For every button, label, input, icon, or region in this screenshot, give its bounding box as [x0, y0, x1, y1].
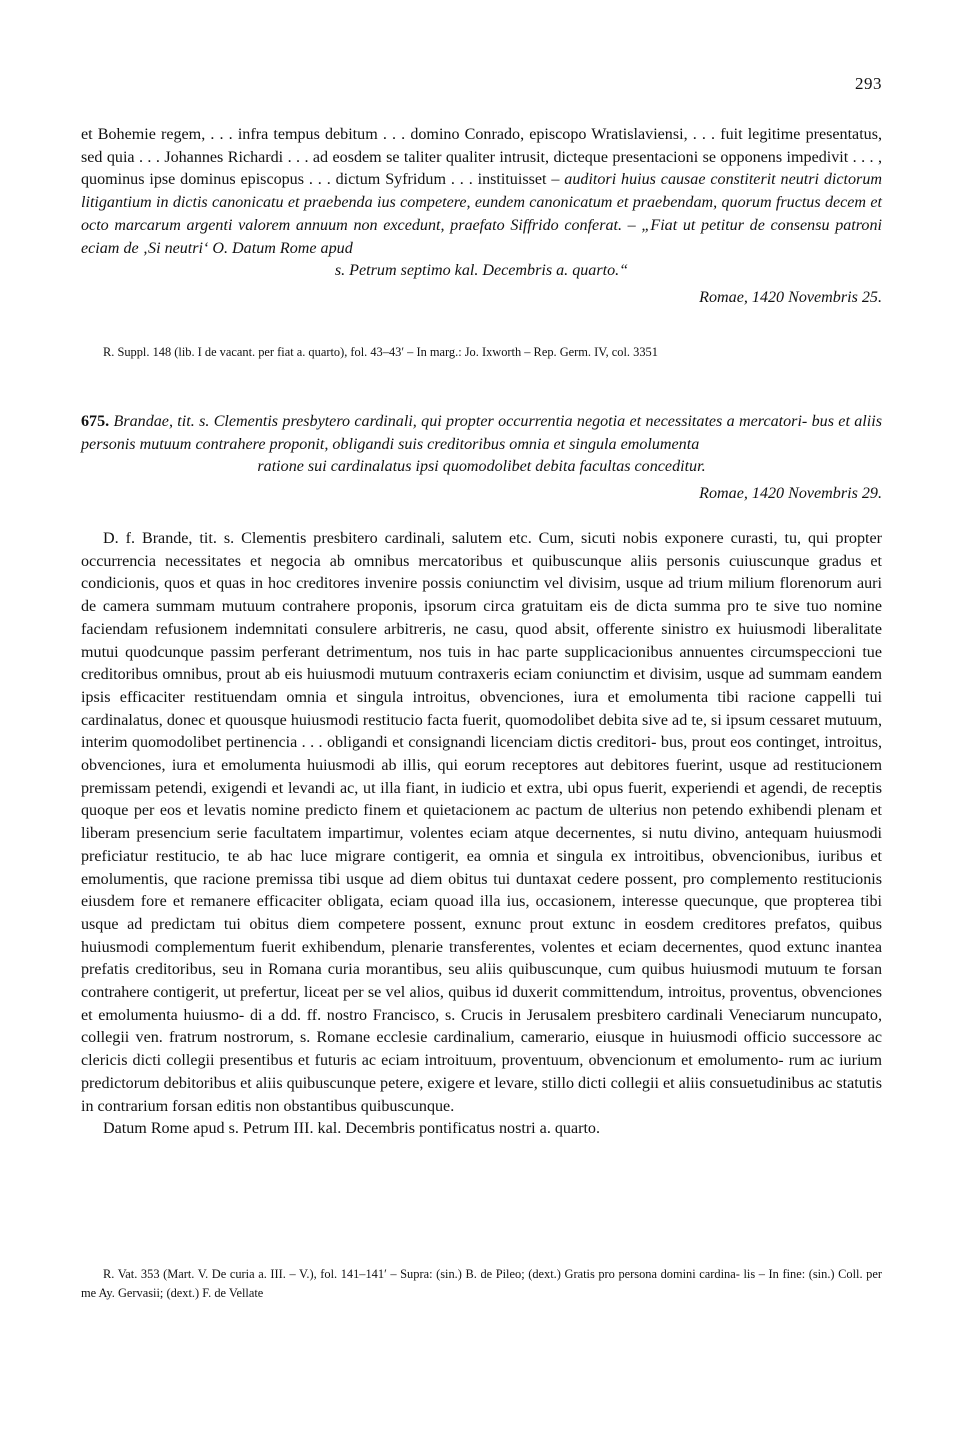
entry-674-text-roman: et Bohemie regem, . . . infra tempus debitum . . . domino Conrado, episcopo Wratislaviensi, . . . fuit legitime presentatus, sed quia . . . Johannes Richardi . . . ad eosdem se taliter qualiter intrusit, dicteque presentacioni se opponens impedivit . . . , quominus ipse dominus episcopus . . . dictum Syfridum . . . instituisset – [81, 126, 882, 189]
entry-675-regest-lead [81, 411, 882, 456]
entry-675-regest-lead-text: Brandae, tit. s. Clementis presbytero cardinali, qui propter occurrentia negotia et necessitates a mercatori- bus et aliis personis mutuum contrahere proponit, obligandi suis creditoribus omnia et singula emolumenta [81, 413, 882, 453]
entry-675-place-date: Romae, 1420 Novembris 29. [699, 485, 882, 503]
page-number: 293 [855, 74, 882, 93]
entry-674-place-date: Romae, 1420 Novembris 25. [699, 288, 882, 306]
entry-675-regest-center: ratione sui cardinalatus ipsi quomodolibet debita facultas conceditur. [257, 458, 706, 476]
entry-675-dating: Datum Rome apud s. Petrum III. kal. Decembris pontificatus nostri a. quarto. [103, 1120, 601, 1138]
entry-675-body [81, 528, 882, 1141]
entry-675-source-text: R. Vat. 353 (Mart. V. De curia a. III. – V.), fol. 141–141′ – Supra: (sin.) B. de Pileo; (dext.) Gratis pro persona domini cardina- lis – In fine: (sin.) Coll. per me Ay. Gervasii; (dext.) F. de Vellate [81, 1267, 882, 1300]
entry-674 [81, 124, 882, 310]
entry-675-regest [81, 411, 882, 506]
entry-674-text-italic-center: s. Petrum septimo kal. Decembris a. quarto.“ [334, 262, 629, 280]
entry-674-source [81, 343, 882, 362]
entry-674-text-italic: auditori huius causae constiterit neutri dictorum litigantium in dictis canonicatu et praebenda ius competere, eundem canonicatum et praebendam, quorum fructus decem et octo marcarum argenti valorem annuum non excedunt, praefato Siffrido conferat. – „Fiat ut petitur de consensu patroni eciam de ‚Si neutri‘ O. Datum Rome apud [81, 171, 882, 257]
entry-675-number: 675. [81, 413, 110, 430]
entry-675-source [81, 1265, 882, 1302]
entry-674-text [81, 124, 882, 260]
entry-675-body-text: D. f. Brande, tit. s. Clementis presbitero cardinali, salutem etc. Cum, sicuti nobis exponere curasti, tu, qui propter occurrencia necessitates et negocia ab omnibus mercatoribus et quibuscunque aliis personis cuiuscunque gradus et condicionis, quos et quas in hoc creditores invenire possis coniunctim vel divisim, usque ad trium milium florenorum auri de camera summam mutuum contrahere proponis, ipsorum circa gratuitam eis de dicta summa pro te sive tuo nomine faciendam refusionem indemnitati consulere arbitreris, ne casu, quod absit, offerente sinistro ex huiusmodi liberalitate mutui quodcunque passim perferant detrimentum, nos tuis in hac parte supplicacionibus annuentes circumspeccioni tue creditoribus omnibus, prout ab eis huiusmodi mutuum contraxeris eciam coniunctim et divisim, usque ad summam eandem ipsis efficaciter restituendam omnia et singula introitus, obvenciones, iura et emolumenta tibi racione cappelli tui cardinalatus, donec et quousque huiusmodi restitucio facta fuerit, quomodolibet debita sive ad te, si ipsum cessaret mutuum, interim quomodolibet pertinencia . . . obligandi et consignandi licenciam dictis creditori- bus, prout eos continget, introitus, obvenciones, iura et emolumenta huiusmodi ab illis, qui eorum receptores aut debitores fuerint, usque ad restitucionem premissam petendi, exigendi et levandi ac, ut illa fiant, in iudicio et extra, ubi opus fuerit, experiendi et agendi, de receptis quoque per eos et levatis nomine predicto finem et quietacionem ac pactum de ulterius non petendo exhibendi plenam et liberam presencium serie facultatem impartimur, volentes eciam atque decernentes, si nutu divino, antequam huiusmodi preficiatur restitucio, te ab hac luce migrare contigerit, ea omnia et singula ex introitibus, obvencionibus, iuribus et emolumentis, que racione premissa tibi usque ad diem obitus tui duntaxat cedere possent, pro complemento restitucionis eiusdem fore et remanere efficaciter obligata, eciam quoad illa ius, occasionem, interesse quecunque, que propterea tibi usque ad predictam tui obitus diem competere possent, exnunc prout extunc in eosdem creditores prefatos, quibus huiusmodi complementum fuerit exhibendum, plenarie transferentes, volentes et eciam decernentes, quod extunc inantea prefatis creditoribus, seu in Romana curia morantibus, seu aliis quibuscunque, cum quibus huiusmodi mutuum te forsan contrahere contigerit, ut prefertur, liceat per se vel alios, quibus id duxerit committendum, introitus, proventus, obvenciones et emolumenta huiusmo- di a dd. ff. nostro Francisco, s. Crucis in Jerusalem presbitero cardinali Veneciarum nuncupato, collegii ven. fratrum nostrorum, s. Romane ecclesie cardinalium, camerario, eiusque in huiusmodi officio successore ac clericis dicti collegii presentibus et futuris ac eciam introituum, proventuum, obvencionum et emolumento- rum ac iurium predictorum debitoribus et aliis quibuscunque petere, exigere et levare, stillo dicti collegii et aliis consuetudinibus ac statutis in contrarium forsan editis non obstantibus quibuscunque. [81, 530, 882, 1115]
entry-674-source-text: R. Suppl. 148 (lib. I de vacant. per fiat a. quarto), fol. 43–43′ – In marg.: Jo. Ixworth – Rep. Germ. IV, col. 3351 [103, 345, 658, 359]
